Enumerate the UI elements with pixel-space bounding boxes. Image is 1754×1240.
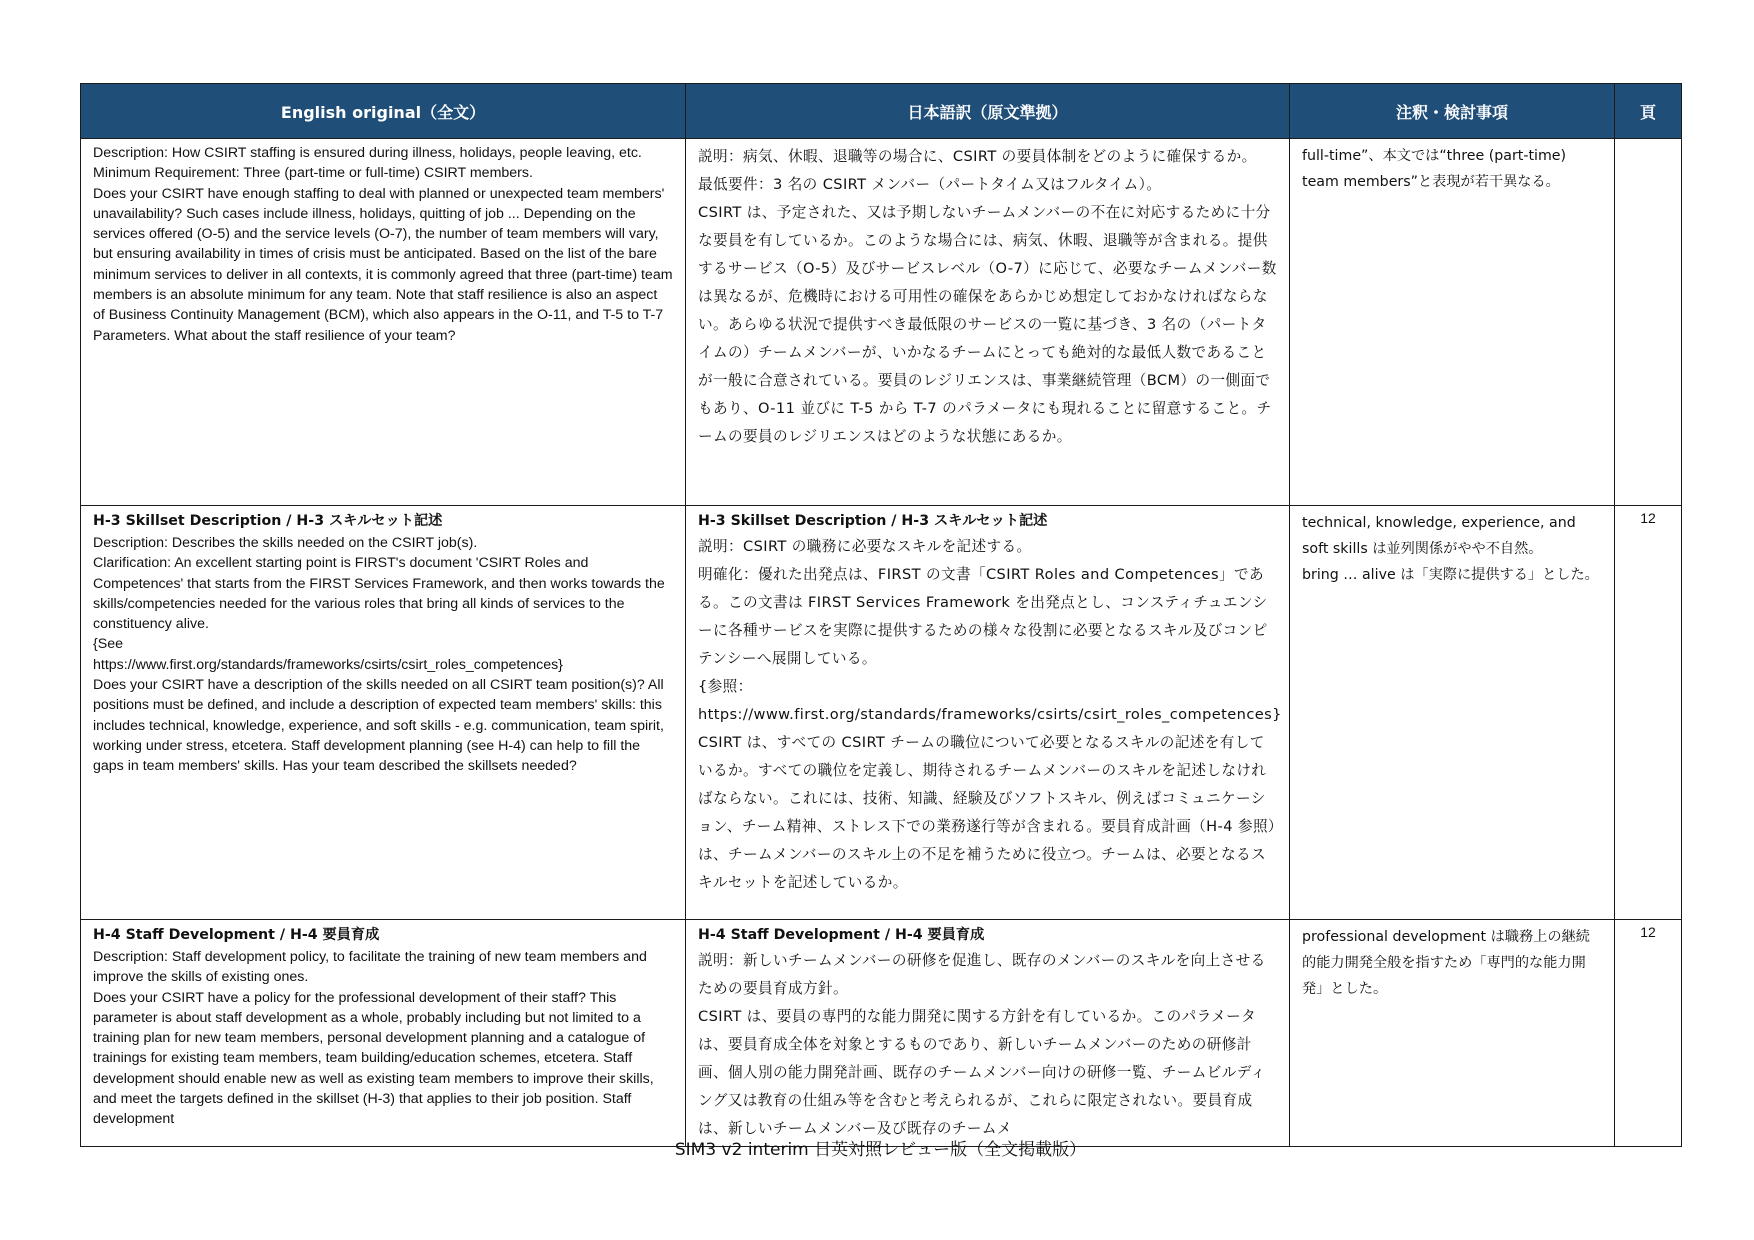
section-heading: H-3 Skillset Description / H-3 スキルセット記述 xyxy=(698,513,1048,529)
header-notes: 注釈・検討事項 xyxy=(1290,84,1615,139)
table-row xyxy=(81,139,1682,506)
english-cell xyxy=(81,506,686,920)
page-footer: SIM3 v2 interim 日英対照レビュー版（全文掲載版） xyxy=(674,1140,1087,1160)
page-cell: 12 xyxy=(1615,920,1682,1147)
header-page: 頁 xyxy=(1615,84,1682,139)
page-cell: 12 xyxy=(1615,506,1682,920)
japanese-text: 説明：病気、休暇、退職等の場合に、CSIRT の要員体制をどのように確保するか。 最低要件：3 名の CSIRT メンバー（パートタイム又はフルタイム）。 CSIRT は、予定された、又は予期しないチームメンバーの不在に対応するために十分な要員を有しているか。このような場合には、病気、休暇、退職等が含まれる。提供するサービス（O-5）及びサービスレベル（O-7）に応じて、必要なチームメンバー数は異なるが、危機時における可用性の確保をあらかじめ想定しておかなければならない。あらゆる状況で提供すべき最低限のサービスの一覧に基づき、3 名の（パートタイムの）チームメンバーが、いかなるチームにとっても絶対的な最低人数であることが一般に合意されている。要員のレジリエンスは、事業継続管理（BCM）の一側面でもあり、O-11 並びに T-5 から T-7 のパラメータにも現れることに留意すること。チームの要員のレジリエンスはどのような状態にあるか。 xyxy=(698,148,1277,445)
notes-cell xyxy=(1290,139,1615,506)
japanese-text: 説明：CSIRT の職務に必要なスキルを記述する。 明確化：優れた出発点は、FIRST の文書「CSIRT Roles and Competences」である。この文書は FIRST Services Framework を出発点とし、コンスティチュエンシーに各種サービスを実際に提供するための様々な役割に必要となるスキル及びコンピテンシーへ展開している。 {参照： https://www.first.org/standards/frameworks/csirts/csirt_roles_competences} CSIRT は、すべての CSIRT チームの職位について必要となるスキルの記述を有しているか。すべての職位を定義し、期待されるチームメンバーのスキルを記述しなければならない。これには、技術、知識、経験及びソフトスキル、例えばコミュニケーション、チーム精神、ストレス下での業務遂行等が含まれる。要員育成計画（H-4 参照）は、チームメンバーのスキル上の不足を補うために役立つ。チームは、必要となるスキルセットを記述しているか。 xyxy=(698,538,1282,891)
notes-text: professional development は職務上の継続的能力開発全般を指すため「専門的な能力開発」とした。 xyxy=(1302,929,1590,997)
english-cell xyxy=(81,920,686,1147)
japanese-cell xyxy=(686,506,1290,920)
table-row xyxy=(81,920,1682,1147)
english-text: Description: Describes the skills needed on the CSIRT job(s). Clarification: An excellent starting point is FIRST's document 'CSIRT Roles and Competences' that starts from the FIRST Services Framework, and then works towards the skills/competencies needed for the various roles that bring all kinds of services to the constituency alive. {See https://www.first.org/standards/frameworks/csirts/csirt_roles_competences} Does your CSIRT have a description of the skills needed on all CSIRT team position(s)? All positions must be defined, and include a description of expected team members' skills: this includes technical, knowledge, experience, and soft skills - e.g. communication, team spirit, working under stress, etcetera. Staff development planning (see H-4) can help to fill the gaps in team members' skills. Has your team described the skillsets needed? xyxy=(93,535,665,775)
notes-text: full-time”、本文では“three (part-time) team members”と表現が若干異なる。 xyxy=(1302,148,1571,190)
english-text: Description: Staff development policy, to facilitate the training of new team members and improve the skills of existing ones. Does your CSIRT have a policy for the professional development of their staff? This parameter is about staff development as a whole, probably including but not limited to a training plan for new team members, personal development planning and a catalogue of trainings for existing team members, team building/education schemes, etcetera. Staff development should enable new as well as existing team members to improve their skills, and meet the targets defined in the skillset (H-3) that applies to their job position. Staff development xyxy=(93,949,654,1128)
notes-cell xyxy=(1290,920,1615,1147)
english-text: Description: How CSIRT staffing is ensured during illness, holidays, people leaving, etc. Minimum Requirement: Three (part-time or full-time) CSIRT members. Does your CSIRT have enough staffing to deal with planned or unexpected team members' unavailability? Such cases include illness, holidays, quitting of job ... Depending on the services offered (O-5) and the service levels (O-7), the number of team members will vary, but ensuring availability in times of crisis must be anticipated. Based on the list of the bare minimum services to deliver in all contexts, it is commonly agreed that three (part-time) team members is an absolute minimum for any team. Note that staff resilience is also an aspect of Business Continuity Management (BCM), which also appears in the O-11, and T-5 to T-7 Parameters. What about the staff resilience of your team? xyxy=(93,145,673,344)
header-english-original: English original（全文） xyxy=(81,84,686,139)
section-heading: H-3 Skillset Description / H-3 スキルセット記述 xyxy=(93,513,443,529)
section-heading: H-4 Staff Development / H-4 要員育成 xyxy=(93,927,380,943)
english-cell xyxy=(81,139,686,506)
header-japanese-translation: 日本語訳（原文準拠） xyxy=(686,84,1290,139)
notes-cell xyxy=(1290,506,1615,920)
page-cell xyxy=(1615,139,1682,506)
japanese-cell xyxy=(686,139,1290,506)
notes-text: technical, knowledge, experience, and soft skills は並列関係がやや不自然。 bring … alive は「実際に提供する」とした。 xyxy=(1302,515,1599,583)
japanese-cell xyxy=(686,920,1290,1147)
review-table xyxy=(80,83,1682,1147)
section-heading: H-4 Staff Development / H-4 要員育成 xyxy=(698,927,985,943)
japanese-text: 説明：新しいチームメンバーの研修を促進し、既存のメンバーのスキルを向上させるための要員育成方針。 CSIRT は、要員の専門的な能力開発に関する方針を有しているか。このパラメータは、要員育成全体を対象とするものであり、新しいチームメンバーのための研修計画、個人別の能力開発計画、既存のチームメンバー向けの研修一覧、チームビルディング又は教育の仕組み等を含むと考えられるが、これらに限定されない。要員育成は、新しいチームメンバー及び既存のチームメ xyxy=(698,952,1266,1137)
table-header-row xyxy=(81,84,1682,139)
table-row xyxy=(81,506,1682,920)
